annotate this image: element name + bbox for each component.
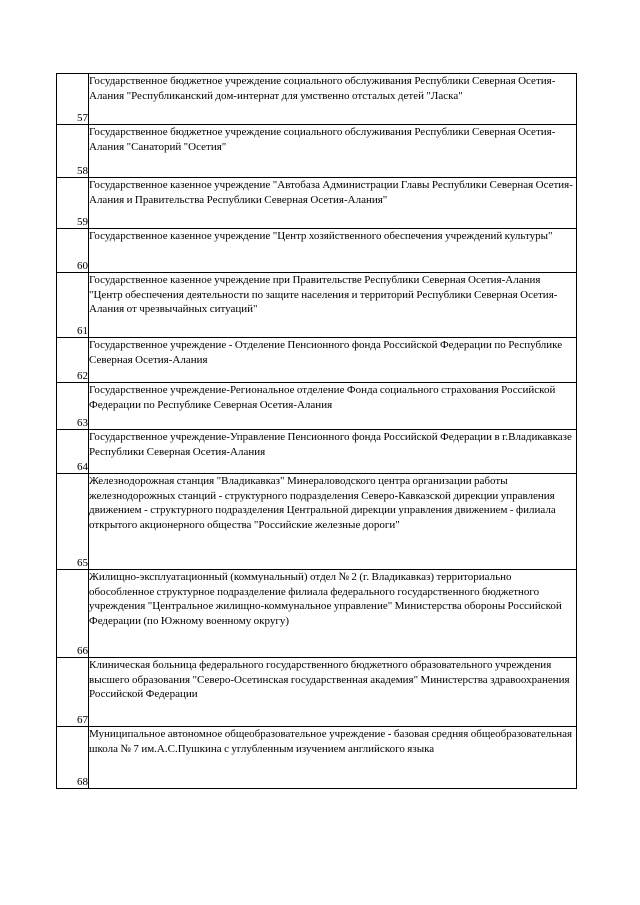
table-row (57, 383, 577, 430)
row-number: 66 (57, 570, 89, 658)
row-number: 58 (57, 125, 89, 178)
table-row (57, 727, 577, 789)
table-row (57, 338, 577, 383)
organization-name: Железнодорожная станция "Владикавказ" Минераловодского центра организации работы железнодорожных станций - структурного подразделения Северо-Кавказской дирекции управления движением - структурного подразделения Центральной дирекции управления движением - филиала открытого акционерного общества "Российские железные дороги" (89, 474, 577, 570)
row-number: 63 (57, 383, 89, 430)
organization-name: Государственное учреждение-Региональное отделение Фонда социального страхования Российской Федерации по Республике Северная Осетия-Алания (89, 383, 577, 430)
row-number: 68 (57, 727, 89, 789)
organization-name: Государственное учреждение-Управление Пенсионного фонда Российской Федерации в г.Владикавказе Республики Северная Осетия-Алания (89, 430, 577, 474)
row-number: 64 (57, 430, 89, 474)
row-number: 62 (57, 338, 89, 383)
organization-name: Государственное бюджетное учреждение социального обслуживания Республики Северная Осетия-Алания "Санаторий "Осетия" (89, 125, 577, 178)
row-number: 57 (57, 74, 89, 125)
organization-name: Государственное казенное учреждение "Центр хозяйственного обеспечения учреждений культуры" (89, 229, 577, 273)
row-number: 65 (57, 474, 89, 570)
organization-name: Государственное казенное учреждение при Правительстве Республики Северная Осетия-Алания "Центр обеспечения деятельности по защите населения и территорий Республики Северная Осетия-Алания от чрезвычайных ситуаций" (89, 273, 577, 338)
table-row (57, 658, 577, 727)
organizations-table-body (57, 74, 577, 789)
row-number: 61 (57, 273, 89, 338)
organization-name: Жилищно-эксплуатационный (коммунальный) отдел № 2 (г. Владикавказ) территориально обособленное структурное подразделение филиала федерального государственного бюджетного учреждения "Центральное жилищно-коммунальное управление" Министерства обороны Российской Федерации (по Южному военному округу) (89, 570, 577, 658)
organization-name: Клиническая больница федерального государственного бюджетного образовательного учреждения высшего образования "Северо-Осетинская государственная академия" Министерства здравоохранения Российской Федерации (89, 658, 577, 727)
table-row (57, 570, 577, 658)
table-row (57, 178, 577, 229)
row-number: 59 (57, 178, 89, 229)
row-number: 60 (57, 229, 89, 273)
table-row (57, 430, 577, 474)
organization-name: Государственное казенное учреждение "Автобаза Администрации Главы Республики Северная Осетия-Алания и Правительства Республики Северная Осетия-Алания" (89, 178, 577, 229)
organizations-table (56, 73, 577, 789)
row-number: 67 (57, 658, 89, 727)
table-row (57, 74, 577, 125)
table-row (57, 474, 577, 570)
organization-name: Муниципальное автономное общеобразовательное учреждение - базовая средняя общеобразовательная школа № 7 им.А.С.Пушкина с углубленным изучением английского языка (89, 727, 577, 789)
table-row (57, 125, 577, 178)
organization-name: Государственное учреждение - Отделение Пенсионного фонда Российской Федерации по Республике Северная Осетия-Алания (89, 338, 577, 383)
table-row (57, 229, 577, 273)
table-row (57, 273, 577, 338)
organization-name: Государственное бюджетное учреждение социального обслуживания Республики Северная Осетия-Алания "Республиканский дом-интернат для умственно отсталых детей "Ласка" (89, 74, 577, 125)
